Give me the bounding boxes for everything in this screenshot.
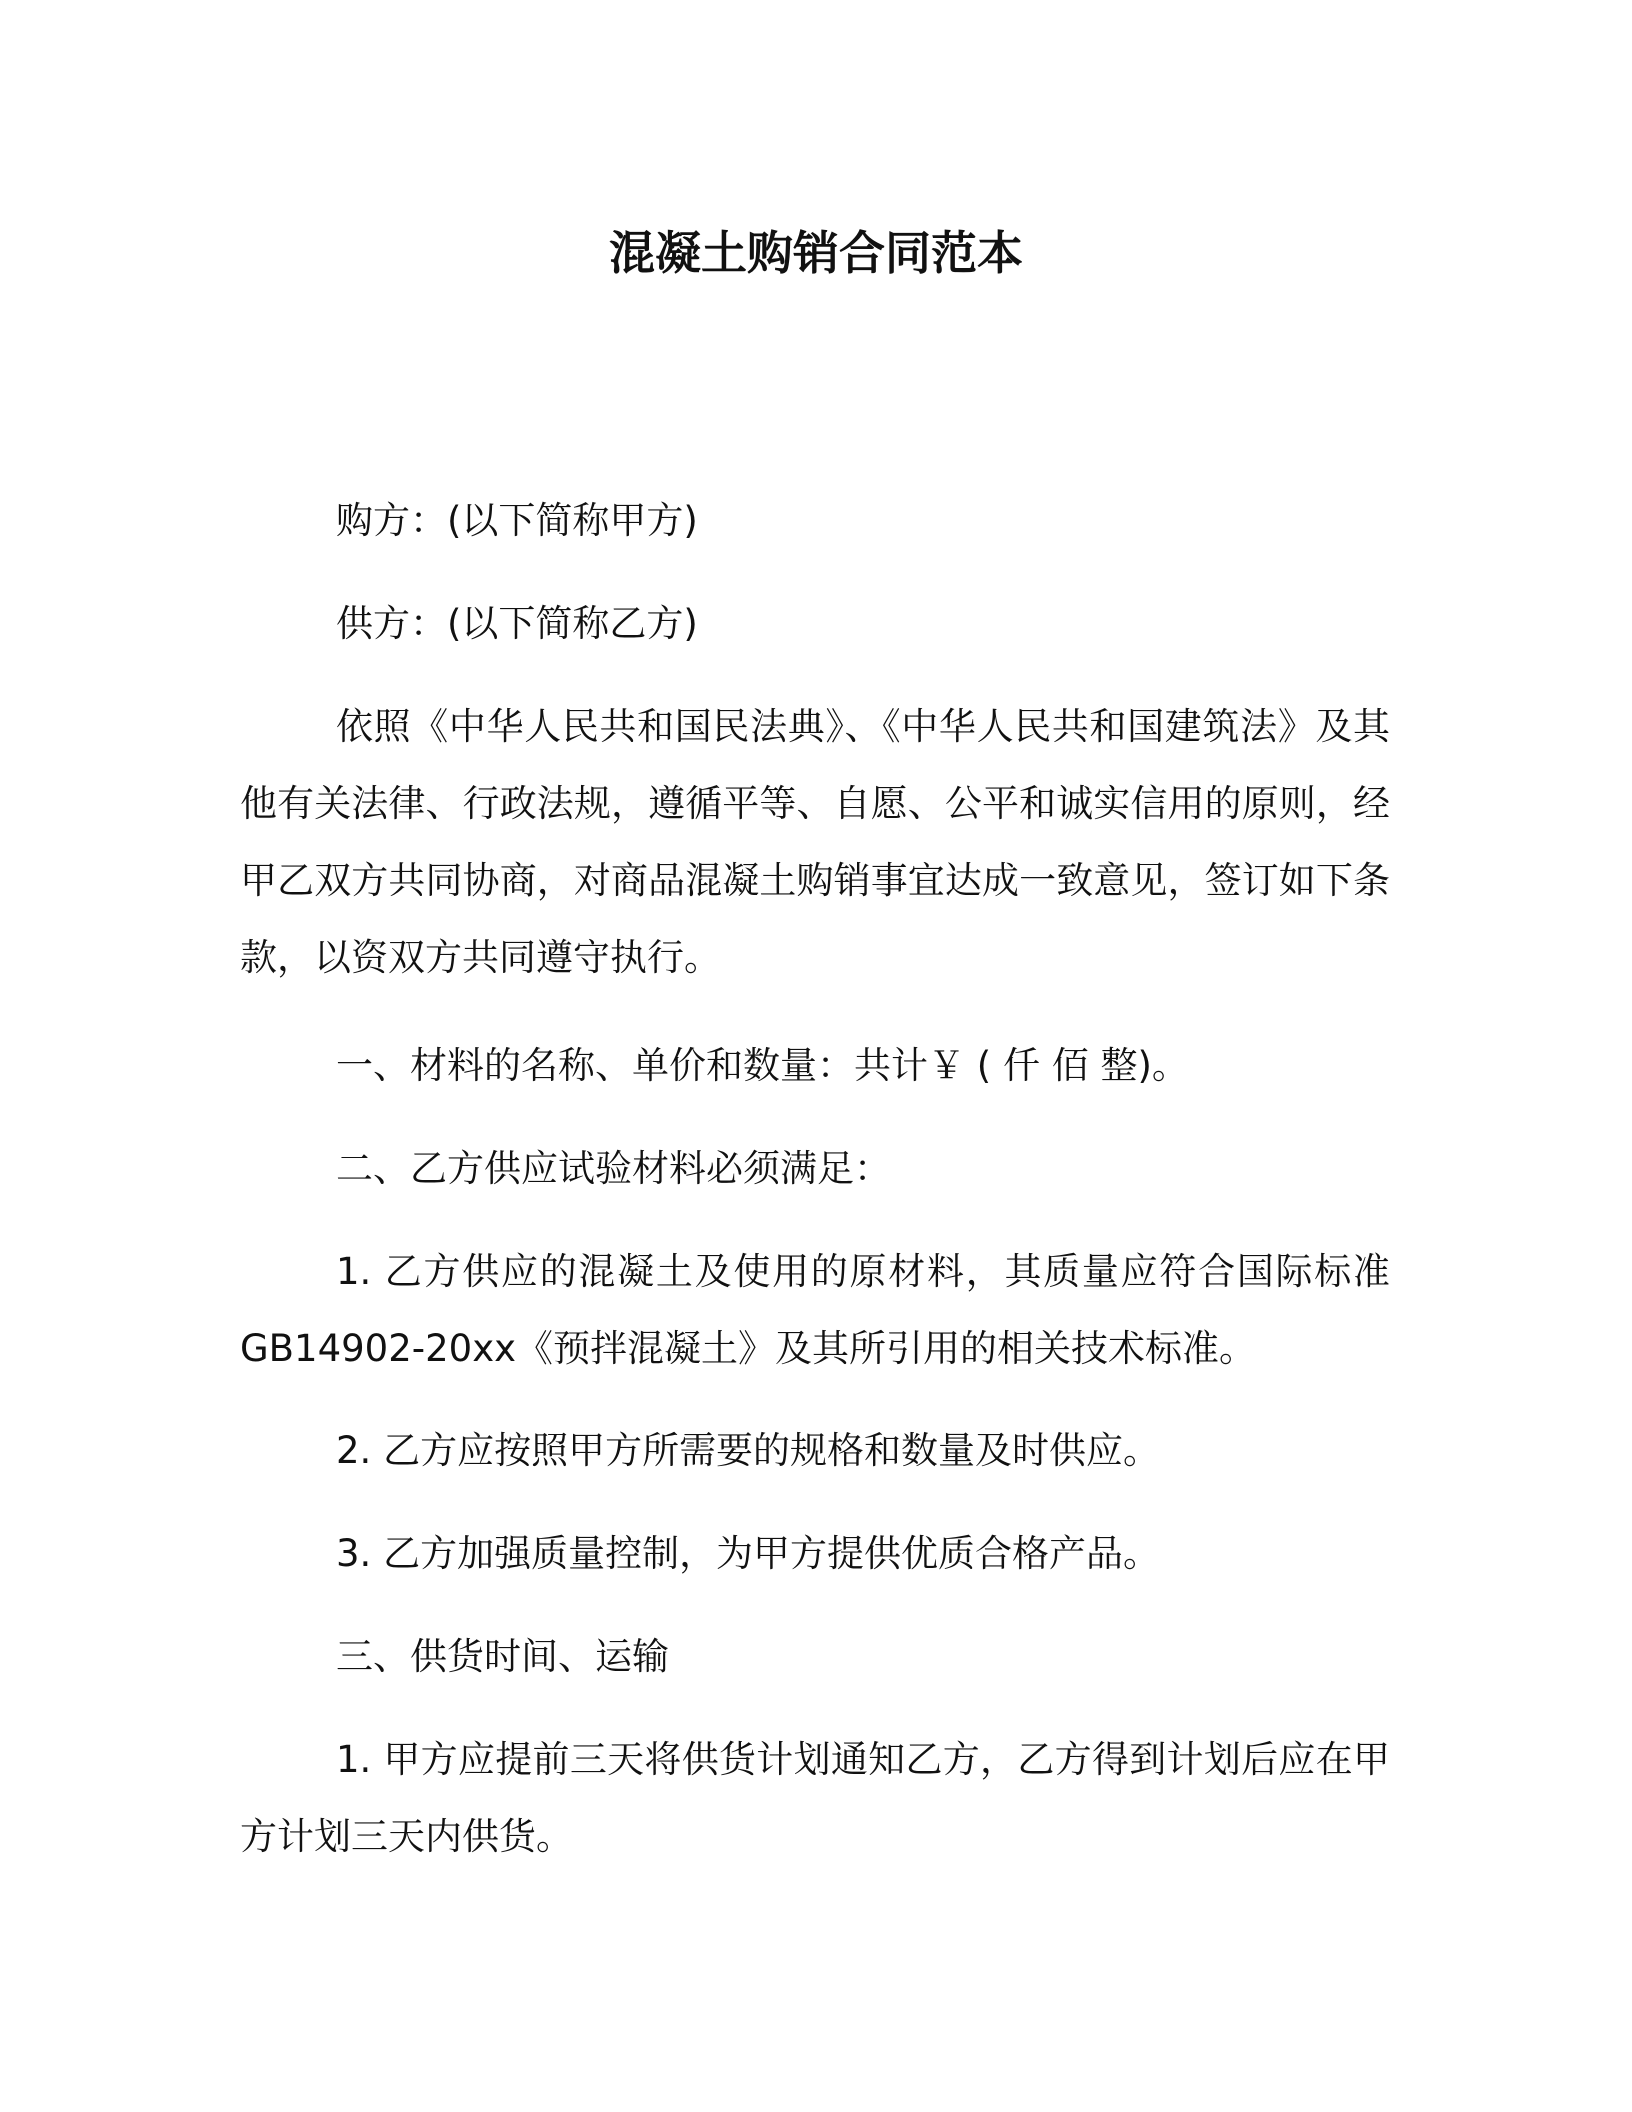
section-1-heading: 一、材料的名称、单价和数量：共计￥ ( 仟 佰 整)。 xyxy=(336,1044,1189,1087)
intro-paragraph: 依照《中华人民共和国民法典》、《中华人民共和国建筑法》及其他有关法律、行政法规，遵循平等、自愿、公平和诚实信用的原则，经甲乙双方共同协商，对商品混凝土购销事宜达成一致意见，签订如下条款，以资双方共同遵守执行。 xyxy=(240,705,1390,979)
section-2-item-1: 1. 乙方供应的混凝土及使用的原材料，其质量应符合国际标准GB14902-20xx《预拌混凝土》及其所引用的相关技术标准。 xyxy=(240,1250,1390,1370)
section-2-item-3: 3. 乙方加强质量控制，为甲方提供优质合格产品。 xyxy=(336,1532,1161,1575)
buyer-line: 购方：(以下简称甲方) xyxy=(336,499,698,542)
section-2-item-2: 2. 乙方应按照甲方所需要的规格和数量及时供应。 xyxy=(336,1429,1161,1472)
document-title: 混凝土购销合同范本 xyxy=(609,226,1023,280)
section-2-heading: 二、乙方供应试验材料必须满足： xyxy=(336,1147,891,1190)
seller-line: 供方：(以下简称乙方) xyxy=(336,602,698,645)
section-3-heading: 三、供货时间、运输 xyxy=(336,1635,669,1678)
section-3-item-1: 1. 甲方应提前三天将供货计划通知乙方，乙方得到计划后应在甲方计划三天内供货。 xyxy=(240,1738,1390,1858)
